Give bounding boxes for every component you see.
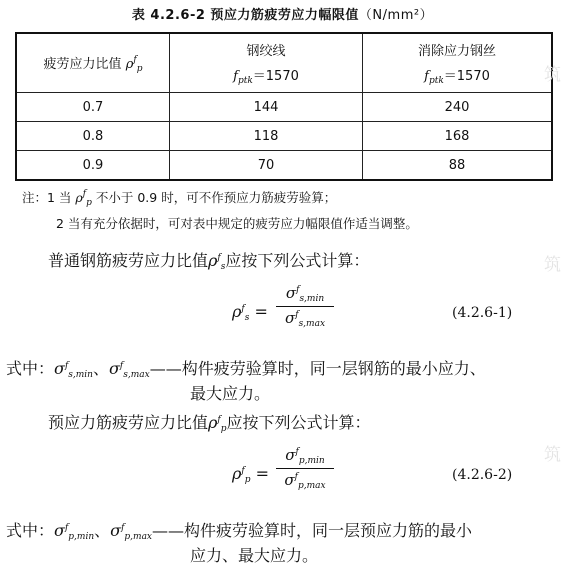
table-header-row: [16, 33, 552, 93]
cell-ratio: 0.8: [16, 122, 170, 151]
note-2: 2 当有充分依据时，可对表中规定的疲劳应力幅限值作适当调整。: [56, 216, 418, 231]
equation-2-number: (4.2.6-2): [452, 467, 513, 483]
equation-2-fraction: [276, 446, 334, 491]
cell-strand: 70: [170, 151, 363, 181]
watermark-mark: 筑: [544, 65, 561, 85]
fraction-bar: [276, 468, 334, 469]
header-wire: [363, 33, 553, 93]
table-row: [16, 122, 552, 151]
header-strand-label: 钢绞线: [246, 44, 286, 59]
numerator: $\sigma^f_{p,min}$: [285, 446, 325, 466]
watermark-mark: 筑: [544, 445, 561, 465]
where-clause-2-cont: 应力、最大应力。: [190, 546, 319, 565]
cell-ratio: 0.7: [16, 93, 170, 122]
rho-sub: p: [136, 63, 143, 74]
paragraph-prestress-ratio: 预应力筋疲劳应力比值$\rho^f_p$应按下列公式计算：: [48, 413, 371, 434]
where-clause-1: 式中：$\sigma^f_{s,min}$、$\sigma^f_{s,max}——$构件疲劳验算时，同一层钢筋的最小应力、: [6, 359, 486, 380]
fatigue-stress-table: [15, 32, 553, 181]
equation-1-number: (4.2.6-1): [452, 305, 513, 321]
where-clause-1-cont: 最大应力。: [190, 384, 271, 403]
caption-title: 表 4.2.6-2 预应力筋疲劳应力幅限值: [131, 8, 359, 23]
cell-strand: 144: [170, 93, 363, 122]
rho-symbol: ρ: [125, 56, 134, 72]
rho-symbol: ρ: [208, 251, 218, 270]
rho-symbol: ρ: [75, 190, 83, 205]
paragraph-steel-ratio: 普通钢筋疲劳应力比值$\rho^f_s$应按下列公式计算：: [48, 251, 370, 272]
equation-1-lhs: $\rho^f_s$ =: [232, 302, 268, 323]
equation-1-fraction: [276, 284, 334, 329]
header-strand: [170, 33, 363, 93]
cell-wire: 240: [363, 93, 553, 122]
header-wire-label: 消除应力钢丝: [417, 44, 496, 59]
numerator: $\sigma^f_{s,min}$: [285, 284, 325, 304]
table-row: [16, 151, 552, 181]
denominator: $\sigma^f_{s,max}$: [284, 309, 326, 329]
header-strand-formula: $f_{ptk}=1570$: [233, 69, 299, 86]
cell-ratio: 0.9: [16, 151, 170, 181]
watermark-mark: 筑: [544, 255, 561, 275]
header-ratio-label: 疲劳应力比值: [43, 56, 122, 72]
rho-symbol: ρ: [208, 413, 218, 432]
where-clause-2: 式中：$\sigma^f_{p,min}$、$\sigma^f_{p,max}——$构件疲劳验算时，同一层预应力筋的最小: [6, 521, 473, 542]
cell-wire: 88: [363, 151, 553, 181]
rho-sup: f: [133, 54, 137, 65]
caption-unit: （N/mm²）: [358, 8, 434, 23]
table-caption: [0, 4, 565, 23]
header-wire-formula: $f_{ptk}=1570$: [424, 69, 490, 86]
denominator: $\sigma^f_{p,max}$: [284, 471, 326, 491]
cell-strand: 118: [170, 122, 363, 151]
table-row: [16, 93, 552, 122]
fraction-bar: [276, 306, 334, 307]
note-1: 注：1 当 $\rho^f_p$ 不小于 0.9 时，可不作预应力筋疲劳验算；: [22, 189, 337, 208]
header-ratio: [16, 33, 170, 93]
equation-2-lhs: $\rho^f_p$ =: [232, 464, 270, 485]
cell-wire: 168: [363, 122, 553, 151]
